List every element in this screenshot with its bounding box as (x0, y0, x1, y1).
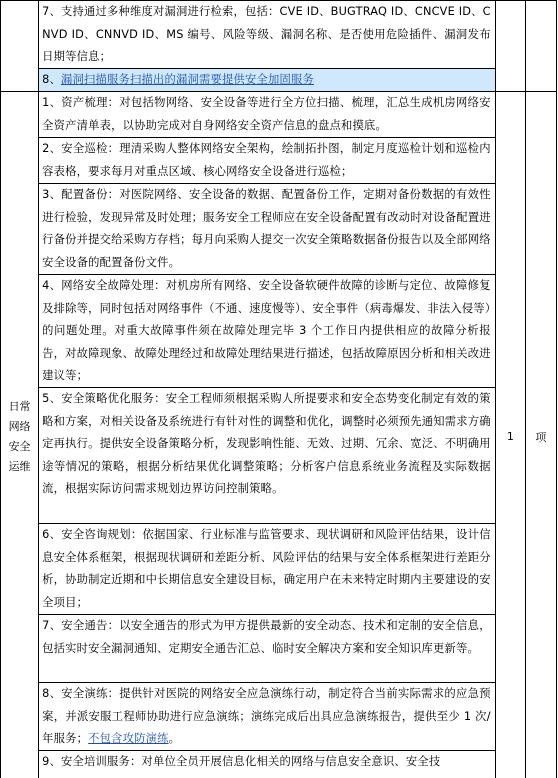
unit-cell (525, 92, 556, 778)
item-end: 。 (168, 732, 181, 745)
quantity-cell-empty (495, 1, 525, 92)
table-row (1, 1, 557, 92)
quantity-value: 1 (506, 430, 514, 443)
list-item: 2、安全巡检：理清采购人整体网络安全架构，绘制拓扑图，制定月度巡检计划和巡检内容表格，要求每月对重点区域、核心网络安全设备进行巡检； (39, 137, 495, 183)
unit-cell-empty (525, 1, 556, 92)
content-cell (39, 92, 496, 778)
unit-value: 项 (535, 430, 547, 444)
list-item (39, 682, 495, 750)
no-attack-defense-link[interactable]: 不包含攻防演练 (88, 732, 169, 745)
category-cell-empty (1, 1, 39, 92)
category-label: 日常网络安全运维 (8, 399, 31, 473)
category-cell (1, 92, 39, 778)
list-item: 7、安全通告：以安全通告的形式为甲方提供最新的安全动态、技术和定制的安全信息，包括实时安全漏洞通知、定期安全通告汇总、临时安全解决方案和安全知识库更新等。 (39, 614, 495, 682)
list-item: 9、安全培训服务：对单位全员开展信息化相关的网络与信息安全意识、安全技 (39, 750, 495, 778)
content-cell (39, 1, 496, 92)
item-number: 8、 (42, 73, 62, 86)
list-item: 7、支持通过多种维度对漏洞进行检索，包括：CVE ID、BUGTRAQ ID、CNCVE ID、CNVD ID、CNNVD ID、MS 编号、风险等级、漏洞名称、是否使用危险插件、漏洞发布日期等信息； (42, 5, 491, 63)
list-item: 6、安全咨询规划：依据国家、行业标准与监管要求、现状调研和风险评估结果，设计信息安全体系框架，根据现状调研和差距分析、风险评估的结果与安全体系框架进行差距分析，协助制定近期和中长期信息安全建设目标，确定用户在未来特定时期内主要建设的安全项目； (39, 523, 495, 614)
list-item: 4、网络安全故障处理：对机房所有网络、安全设备软硬件故障的诊断与定位、故障修复及排除等，同时包括对网络事件（不通、速度慢等）、安全事件（病毒爆发、非法入侵等）的问题处理。对重大故障事件须在故障处理完毕 3 个工作日内提供相应的故障分析报告，对故障现象、故障处理经过和故障处理结果进行描述，包括故障原因分析和相关改进建议等； (39, 274, 495, 387)
security-hardening-link[interactable]: 漏洞扫描服务扫描出的漏洞需要提供安全加固服务 (61, 73, 314, 86)
item-text: 8、安全演练：提供针对医院的网络安全应急演练行动，制定符合当前实际需求的应急预案，并派安服工程师协助进行应急演练；演练完成后出具应急演练报告，提供至少 1 次/年服务； (42, 687, 491, 745)
list-item: 5、安全策略优化服务：安全工程师须根据采购人所提要求和安全态势变化制定有效的策略和方案，对相关设备及系统进行有针对性的调整和优化，调整时必须预先通知需求方确定再执行。提供安全设备策略分析，发现影响性能、无效、过期、冗余、宽泛、不明确用途等情况的策略，根据分析结果优化调整策略；分析客户信息系统业务流程及实际数据流，根据实际访问需求规划边界访问控制策略。 (39, 387, 495, 523)
list-item (39, 68, 495, 91)
quantity-cell (495, 92, 525, 778)
list-item: 3、配置备份：对医院网络、安全设备的数据、配置备份工作，定期对备份数据的有效性进行检验，发现异常及时处理；服务安全工程师应在安全设备配置有改动时对设备配置进行备份并提交给采购方存档；每月向采购人提交一次安全策略数据备份报告以及全部网络安全设备的配置备份文件。 (39, 183, 495, 274)
list-item: 1、资产梳理：对包括物网络、安全设备等进行全方位扫描、梳理，汇总生成机房网络安全资产清单表，以协助完成对自身网络安全资产信息的盘点和摸底。 (42, 96, 491, 132)
table-row (1, 92, 557, 778)
